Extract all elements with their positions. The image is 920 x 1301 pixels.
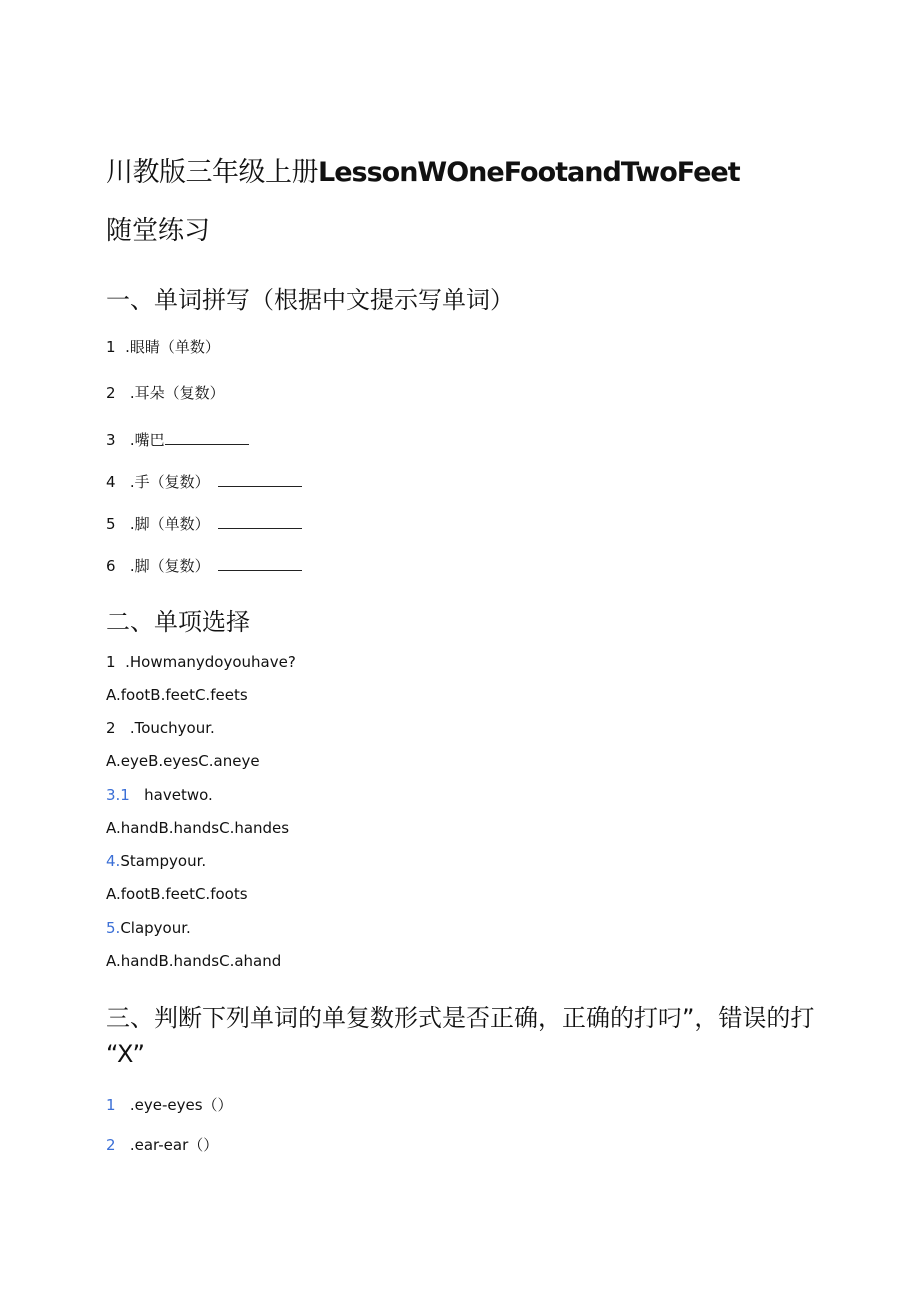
- section3-heading-line2: “X”: [106, 1040, 145, 1068]
- item-number: 2: [106, 384, 116, 402]
- question-text: .Howmanydoyouhave?: [125, 653, 296, 671]
- answer-blank: [218, 514, 302, 529]
- section1-heading: 一、单词拼写（根据中文提示写单词）: [106, 286, 514, 314]
- s2-options-4: A.footB.feetC.foots: [106, 885, 248, 903]
- item-number: 4: [106, 473, 116, 491]
- question-text: .Touchyour.: [129, 719, 215, 737]
- s3-item-1: [106, 1094, 233, 1115]
- question-number: 2: [106, 719, 116, 737]
- s3-item-2: [106, 1134, 218, 1155]
- item-number: 2: [106, 1136, 116, 1154]
- item-text: .ear-ear（）: [129, 1136, 219, 1154]
- item-number: 6: [106, 557, 116, 575]
- s2-options-3: A.handB.handsC.handes: [106, 819, 290, 837]
- item-text: .嘴巴: [129, 431, 165, 449]
- item-text: .手（复数）: [129, 473, 210, 491]
- answer-blank: [218, 472, 302, 487]
- question-text: Clapyour.: [120, 919, 191, 937]
- item-text: .耳朵（复数）: [129, 384, 225, 402]
- item-number: 1: [106, 338, 116, 356]
- section2-heading: 二、单项选择: [106, 608, 250, 636]
- s2-question-3: [106, 786, 213, 804]
- s2-options-1: A.footB.feetC.feets: [106, 686, 248, 704]
- item-text: .眼睛（单数）: [125, 338, 220, 356]
- answer-blank: [165, 430, 249, 445]
- s1-item-4: [106, 471, 302, 492]
- item-number: 5: [106, 515, 116, 533]
- s1-item-1: [106, 336, 220, 357]
- question-text: Stampyour.: [120, 852, 207, 870]
- s2-question-4: [106, 852, 206, 870]
- section3-heading-line1: 三、判断下列单词的单复数形式是否正确，正确的打叼”，错误的打: [106, 1004, 815, 1032]
- answer-blank: [218, 556, 302, 571]
- s2-question-5: [106, 919, 191, 937]
- s2-question-2: [106, 719, 215, 737]
- question-number: 3.1: [106, 786, 130, 804]
- s1-item-3: [106, 429, 249, 450]
- s2-options-5: A.handB.handsC.ahand: [106, 952, 282, 970]
- s1-item-5: [106, 513, 302, 534]
- question-number: 4.: [106, 852, 121, 870]
- item-text: .脚（复数）: [129, 557, 210, 575]
- s2-options-2: A.eyeB.eyesC.aneye: [106, 752, 260, 770]
- item-text: .eye-eyes（）: [129, 1096, 233, 1114]
- item-text: .脚（单数）: [129, 515, 210, 533]
- document-title: [106, 150, 740, 189]
- document-subtitle: 随堂练习: [106, 216, 211, 246]
- item-number: 3: [106, 431, 116, 449]
- question-number: 1: [106, 653, 116, 671]
- title-chinese: 川教版三年级上册: [106, 157, 318, 188]
- title-english: LessonWOneFootandTwoFeet: [318, 157, 740, 188]
- s2-question-1: [106, 653, 296, 671]
- item-number: 1: [106, 1096, 116, 1114]
- s1-item-2: [106, 382, 225, 403]
- s1-item-6: [106, 555, 302, 576]
- question-text: havetwo.: [144, 786, 213, 804]
- question-number: 5.: [106, 919, 121, 937]
